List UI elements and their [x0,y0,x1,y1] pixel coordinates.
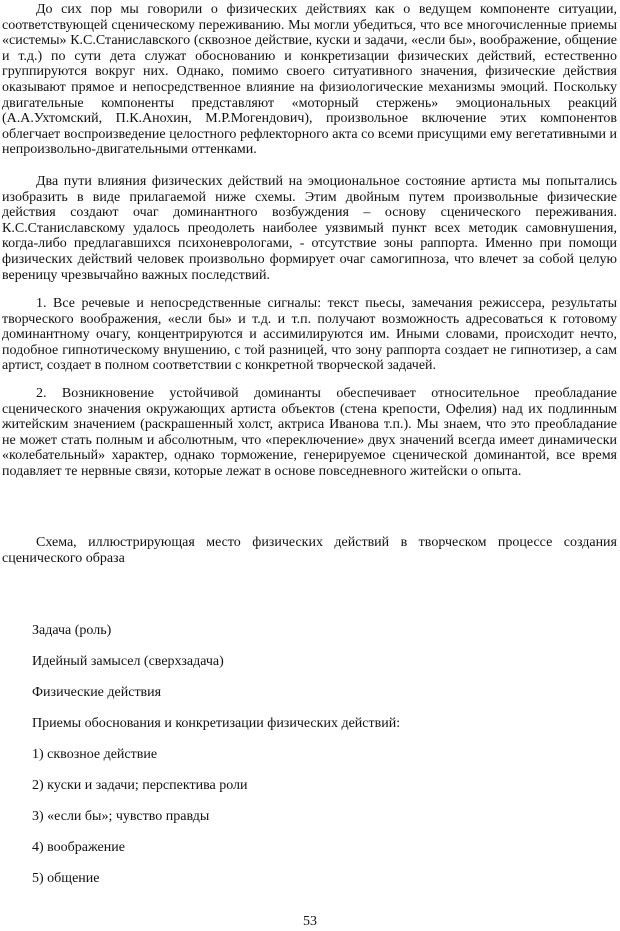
scheme-item: 5) общение [32,871,100,886]
scheme-item: Идейный замысел (сверхзадача) [32,654,224,669]
page-number: 53 [303,914,317,929]
paragraph-1: До сих пор мы говорили о физических действиях как о ведущем компоненте ситуации, соответствующей сценическому переживанию. Мы могли убедиться, что все многочисленные приемы «системы» К.С.Станиславского (сквозное действие, куски и задачи, «если бы», воображение, общение и т.д.) по сути дета служат обоснованию и конкретизации физических действий, естественно группируются вокруг них. Однако, помимо своего ситуативного значения, физические действия оказывают прямое и непосредственное влияние на физиологические механизмы эмоций. Поскольку двигательные компоненты представляют «моторный стержень» эмоциональных реакций (А.А.Ухтомский, П.К.Анохин, М.Р.Могендович), произвольное включение этих компонентов облегчает воспроизведение целостного рефлекторного акта со всеми присущими ему вегетативными и непроизвольно-двигательными оттенками. [2,2,617,158]
scheme-item: 1) сквозное действие [32,747,158,762]
scheme-item: 2) куски и задачи; перспектива роли [32,778,248,793]
paragraph-2: Два пути влияния физических действий на эмоциональное состояние артиста мы попытались изобразить в виде прилагаемой ниже схемы. Этим двойным путем произвольные физические действия создают очаг доминантного возбуждения – основу сценического переживания. К.С.Станиславскому удалось преодолеть наиболее уязвимый пункт всех методик самовнушения, когда-либо предлагавшихся психоневрологами, - отсутствие зоны раппорта. Именно при помощи физических действий человек произвольно формирует очаг самогипноза, что влечет за собой целую вереницу чрезвычайно важных последствий. [2,174,617,283]
paragraph-3: 1. Все речевые и непосредственные сигналы: текст пьесы, замечания режиссера, результаты творческого воображения, «если бы» и т.д. и т.п. получают возможность адресоваться к готовому доминантному очагу, концентрируются и ассимилируются им. Иными словами, происходит нечто, подобное гипнотическому внушению, с той разницей, что зону раппорта создает не гипнотизер, а сам артист, создает в полном соответствии с конкретной творческой задачей. [2,296,617,374]
paragraph-4: 2. Возникновение устойчивой доминанты обеспечивает относительное преобладание сценического значения окружающих артиста объектов (стена крепости, Офелия) над их подлинным житейским значением (раскрашенный холст, актриса Иванова т.п.). Мы знаем, что это преобладание не может стать полным и абсолютным, что «переключение» двух значений всегда имеет динамически «колебательный» характер, однако торможение, генерируемое сценической доминантой, все время подавляет те нервные связи, которые лежат в основе повседневного житейски о опыта. [2,386,617,479]
scheme-caption: Схема, иллюстрирующая место физических действий в творческом процессе создания сценического образа [2,535,617,566]
scheme-item: 3) «если бы»; чувство правды [32,809,210,824]
scheme-item: Физические действия [32,685,162,700]
scheme-item: Приемы обоснования и конкретизации физических действий: [32,716,401,731]
scheme-item: Задача (роль) [32,623,112,638]
scheme-item: 4) воображение [32,840,125,855]
